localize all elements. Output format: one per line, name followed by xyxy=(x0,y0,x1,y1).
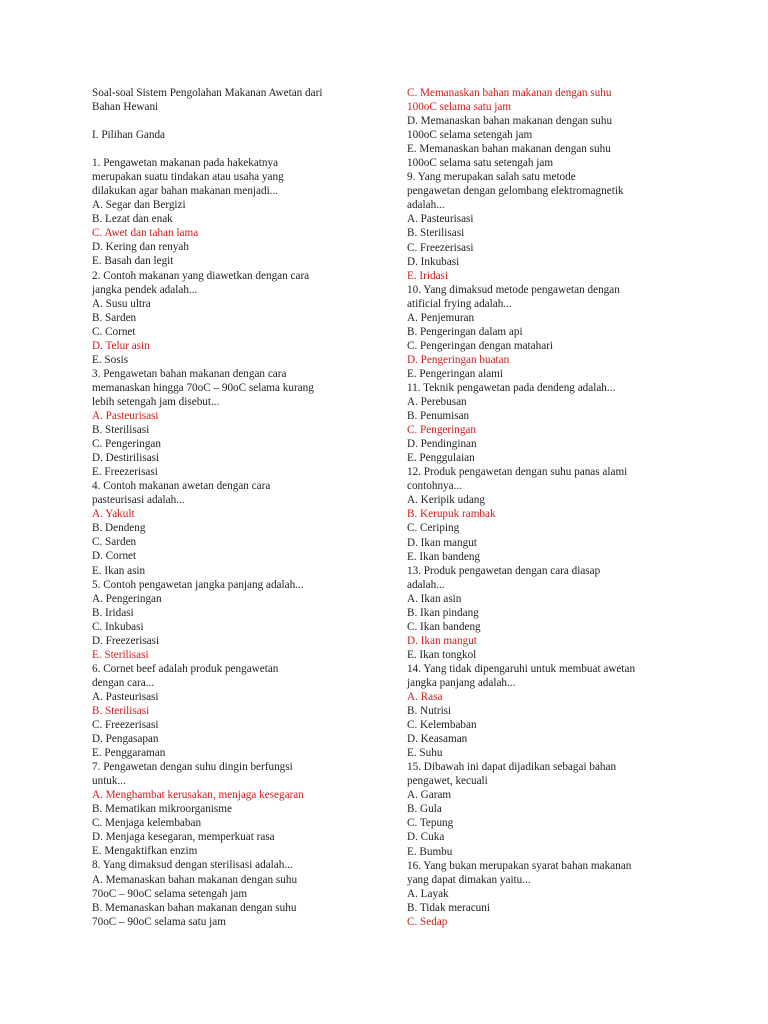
question-line: 5. Contoh pengawetan jangka panjang adalah... xyxy=(92,578,304,591)
answer-option: C. Ikan bandeng xyxy=(407,620,481,633)
answer-option: D. Keasaman xyxy=(407,733,468,746)
answer-option: C. Tepung xyxy=(407,817,454,830)
answer-option: B. Pengeringan dalam api xyxy=(407,325,523,338)
answer-option: C. Inkubasi xyxy=(92,620,144,633)
answer-option: E. Mengaktifkan enzim xyxy=(92,845,198,858)
answer-option: B. Lezat dan enak xyxy=(92,213,173,226)
question-line: 3. Pengawetan bahan makanan dengan cara xyxy=(92,367,287,380)
answer-option: A. Susu ultra xyxy=(92,297,151,310)
correct-answer-option: B. Kerupuk rambak xyxy=(407,508,496,521)
answer-option: B. Penumisan xyxy=(407,410,470,423)
answer-option: A. Ikan asin xyxy=(407,592,462,605)
answer-option: D. Pendinginan xyxy=(407,438,477,451)
answer-option: 70oC – 90oC selama satu jam xyxy=(92,915,226,928)
correct-answer-option: C. Memanaskan bahan makanan dengan suhu xyxy=(407,87,612,99)
question-line: adalah... xyxy=(407,578,445,591)
document-title-line: Bahan Hewani xyxy=(92,101,159,114)
answer-option: E. Ikan tongkol xyxy=(407,648,477,661)
question-line: 2. Contoh makanan yang diawetkan dengan cara xyxy=(92,269,310,282)
answer-option: C. Menjaga kelembaban xyxy=(92,817,202,830)
answer-option: D. Pengasapan xyxy=(92,733,159,746)
question-line: pasteurisasi adalah... xyxy=(92,494,185,507)
answer-option: A. Pasteurisasi xyxy=(92,690,159,703)
answer-option: C. Freezerisasi xyxy=(407,241,474,254)
right-column xyxy=(407,86,677,929)
question-line: lebih setengah jam disebut... xyxy=(92,395,220,408)
question-line: pengawet, kecuali xyxy=(407,775,488,788)
blank-line xyxy=(92,114,362,128)
question-line: pengawetan dengan gelombang elektromagnetik xyxy=(407,185,624,198)
answer-option: A. Perebusan xyxy=(407,396,467,409)
answer-option: E. Penggaraman xyxy=(92,747,166,760)
answer-option: A. Garam xyxy=(407,789,452,802)
answer-option: C. Freezerisasi xyxy=(92,719,159,732)
answer-option: A. Segar dan Bergizi xyxy=(92,199,186,212)
question-line: 10. Yang dimaksud metode pengawetan dengan xyxy=(407,283,620,296)
question-line: 7. Pengawetan dengan suhu dingin berfungsi xyxy=(92,761,293,774)
question-line: atificial frying adalah... xyxy=(407,297,512,310)
answer-option: C. Cornet xyxy=(92,325,136,338)
question-line: 12. Produk pengawetan dengan suhu panas alami xyxy=(407,466,628,479)
answer-option: B. Mematikan mikroorganisme xyxy=(92,803,232,816)
answer-option: A. Pengeringan xyxy=(92,592,162,605)
question-line: 15. Dibawah ini dapat dijadikan sebagai bahan xyxy=(407,761,617,774)
answer-option: E. Sosis xyxy=(92,353,129,366)
answer-option: A. Memanaskan bahan makanan dengan suhu xyxy=(92,873,298,886)
answer-option: B. Sterilisasi xyxy=(407,227,465,240)
correct-answer-option: 100oC selama satu jam xyxy=(407,101,512,114)
answer-option: C. Ceriping xyxy=(407,522,460,535)
correct-answer-option: A. Yakult xyxy=(92,508,135,521)
answer-option: C. Sarden xyxy=(92,536,137,549)
answer-option: E. Penggulaian xyxy=(407,452,475,465)
blank-line xyxy=(92,142,362,156)
answer-option: A. Layak xyxy=(407,887,449,900)
answer-option: C. Kelembaban xyxy=(407,719,477,732)
question-line: memanaskan hingga 70oC – 90oC selama kurang xyxy=(92,381,314,394)
correct-answer-option: A. Menghambat kerusakan, menjaga kesegaran xyxy=(92,789,304,802)
answer-option: D. Freezerisasi xyxy=(92,634,160,647)
question-line: 14. Yang tidak dipengaruhi untuk membuat awetan xyxy=(407,662,636,675)
correct-answer-option: C. Awet dan tahan lama xyxy=(92,227,199,240)
correct-answer-option: C. Pengeringan xyxy=(407,424,476,437)
answer-option: B. Iridasi xyxy=(92,606,134,619)
answer-option: D. Destirilisasi xyxy=(92,452,160,465)
question-line: 16. Yang bukan merupakan syarat bahan makanan xyxy=(407,859,632,872)
answer-option: 70oC – 90oC selama setengah jam xyxy=(92,887,248,900)
question-line: yang dapat dimakan yaitu... xyxy=(407,873,531,886)
answer-option: B. Sarden xyxy=(92,311,137,324)
correct-answer-option: A. Pasteurisasi xyxy=(92,409,159,422)
answer-option: A. Penjemuran xyxy=(407,311,475,324)
question-line: jangka panjang adalah... xyxy=(407,676,516,689)
answer-option: D. Inkubasi xyxy=(407,255,460,268)
document-title-line: Soal-soal Sistem Pengolahan Makanan Awetan dari xyxy=(92,87,323,99)
question-line: 9. Yang merupakan salah satu metode xyxy=(407,171,576,184)
answer-option: E. Ikan bandeng xyxy=(407,550,481,563)
question-line: dilakukan agar bahan makanan menjadi... xyxy=(92,185,279,198)
answer-option: B. Memanaskan bahan makanan dengan suhu xyxy=(92,901,297,914)
question-line: merupakan suatu tindakan atau usaha yang xyxy=(92,171,284,184)
answer-option: 100oC selama satu setengah jam xyxy=(407,157,554,170)
answer-option: D. Cuka xyxy=(407,831,445,844)
answer-option: D. Cornet xyxy=(92,550,137,563)
question-line: jangka pendek adalah... xyxy=(92,283,198,296)
answer-option: D. Memanaskan bahan makanan dengan suhu xyxy=(407,115,613,128)
question-line: 13. Produk pengawetan dengan cara diasap xyxy=(407,564,601,577)
answer-option: B. Tidak meracuni xyxy=(407,901,490,914)
answer-option: E. Suhu xyxy=(407,747,443,760)
correct-answer-option: E. Sterilisasi xyxy=(92,648,149,661)
correct-answer-option: C. Sedap xyxy=(407,915,448,928)
question-line: 8. Yang dimaksud dengan sterilisasi adalah... xyxy=(92,859,293,872)
answer-option: D. Menjaga kesegaran, memperkuat rasa xyxy=(92,831,275,844)
answer-option: E. Bumbu xyxy=(407,845,453,858)
answer-option: D. Ikan mangut xyxy=(407,536,477,549)
answer-option: C. Pengeringan dengan matahari xyxy=(407,339,554,352)
question-line: adalah... xyxy=(407,199,445,212)
answer-option: A. Keripik udang xyxy=(407,494,485,507)
correct-answer-option: D. Telur asin xyxy=(92,339,150,352)
answer-option: B. Ikan pindang xyxy=(407,606,479,619)
answer-option: E. Basah dan legit xyxy=(92,255,174,268)
left-column xyxy=(92,86,362,929)
correct-answer-option: A. Rasa xyxy=(407,691,443,704)
question-line: contohnya... xyxy=(407,480,462,493)
question-line: dengan cara... xyxy=(92,676,155,689)
question-line: 1. Pengawetan makanan pada hakekatnya xyxy=(92,157,279,170)
question-line: 4. Contoh makanan awetan dengan cara xyxy=(92,480,271,493)
question-line: 11. Teknik pengawetan pada dendeng adalah... xyxy=(407,381,616,394)
correct-answer-option: E. Iridasi xyxy=(407,269,449,282)
answer-option: D. Kering dan renyah xyxy=(92,241,189,254)
answer-option: 100oC selama setengah jam xyxy=(407,129,533,142)
answer-option: E. Pengeringan alami xyxy=(407,367,503,380)
answer-option: E. Ikan asin xyxy=(92,564,146,577)
answer-option: E. Freezerisasi xyxy=(92,466,158,479)
answer-option: B. Nutrisi xyxy=(407,705,452,718)
question-line: untuk... xyxy=(92,775,126,788)
answer-option: B. Gula xyxy=(407,803,442,816)
question-line: 6. Cornet beef adalah produk pengawetan xyxy=(92,662,279,675)
answer-option: A. Pasteurisasi xyxy=(407,213,474,226)
answer-option: B. Sterilisasi xyxy=(92,424,150,437)
answer-option: E. Memanaskan bahan makanan dengan suhu xyxy=(407,143,611,156)
correct-answer-option: B. Sterilisasi xyxy=(92,704,150,717)
answer-option: B. Dendeng xyxy=(92,522,146,535)
section-heading: I. Pilihan Ganda xyxy=(92,129,166,142)
correct-answer-option: D. Pengeringan buatan xyxy=(407,353,510,366)
answer-option: C. Pengeringan xyxy=(92,438,161,451)
correct-answer-option: D. Ikan mangut xyxy=(407,634,477,647)
